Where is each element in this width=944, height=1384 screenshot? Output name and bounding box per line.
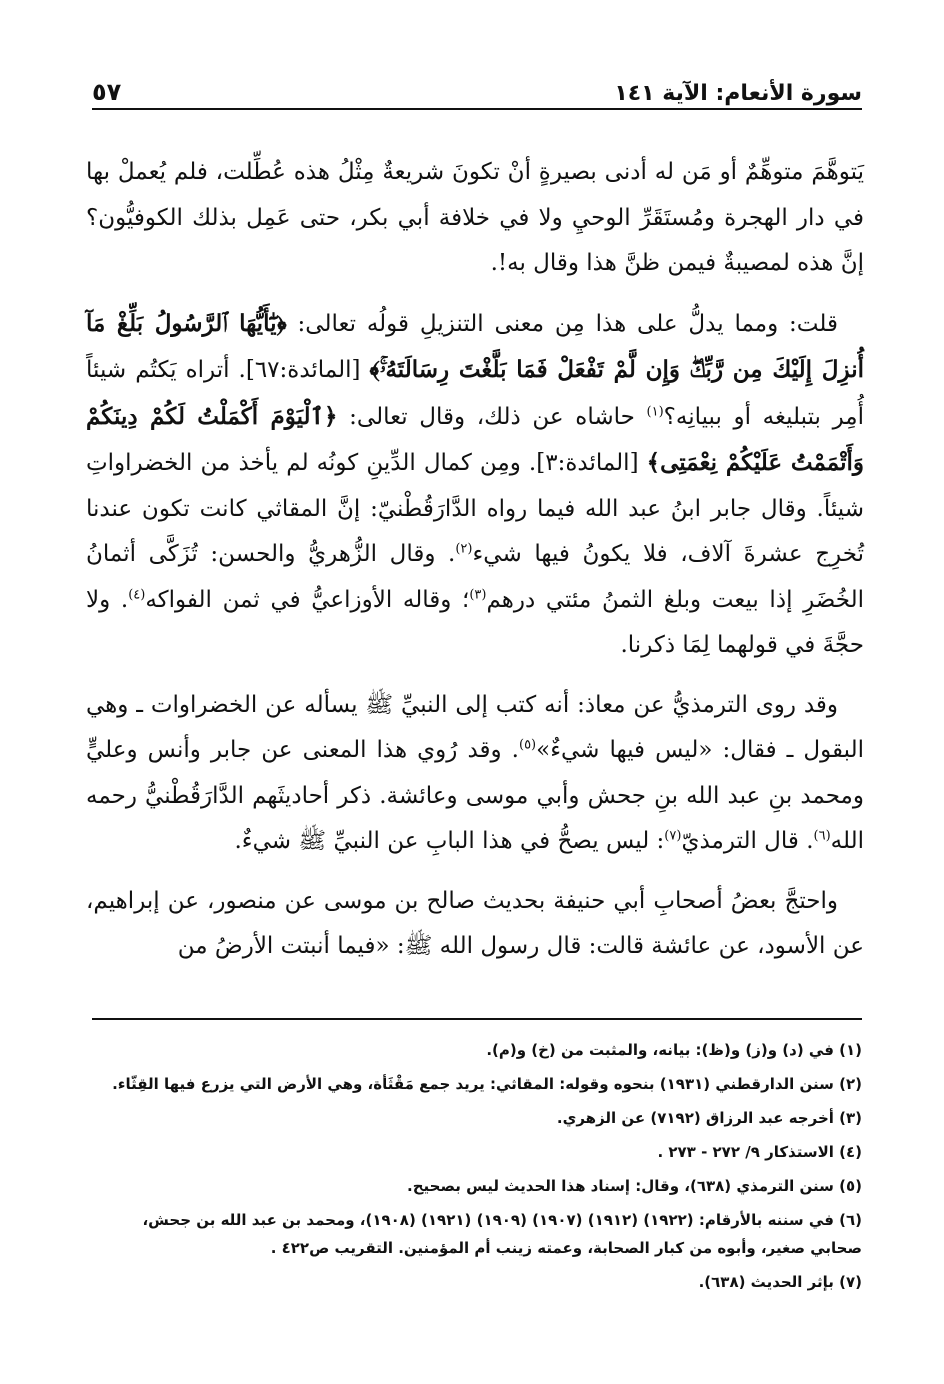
main-text: [86, 150, 864, 984]
footnote: (٤) الاستذكار ٩/ ٢٧٢ - ٢٧٣ .: [657, 1143, 862, 1161]
quran-verse: ﴿ٱلْيَوْمَ أَكْمَلْتُ لَكُمْ دِينَكُمْ وَأَتْمَمْتُ عَلَيْكُمْ نِعْمَتِى﴾: [86, 402, 865, 476]
paragraph: [86, 150, 864, 287]
footnote-marker: (٢): [455, 541, 473, 557]
text-segment: يَتوهَّمَ متوهِّمٌ أو مَن له أدنى بصيرةٍ أنْ تكونَ شريعةٌ مِثْلُ هذه عُطِّلت، فلم يُعملْ بها في دار الهجرة ومُستَقَرِّ الوحيِ ولا في خلافة أبي بكر، حتى عَمِل بذلك الكوفيُّون؟ إنَّ هذه لمصيبةٌ فيمن ظنَّ هذا وقال به!.: [86, 159, 864, 276]
paragraph: [86, 879, 864, 970]
footnote-marker: (١): [646, 403, 664, 419]
footnote: (٦) في سننه بالأرقام: (١٩٢٢) (١٩١٢) (١٩٠٧) (١٩٠٩) (١٩٢١) (١٩٠٨)، ومحمد بن عبد الله بن جحش، صحابي صغير، وأبوه من كبار الصحابة، وعمته زينب أم المؤمنين. التقريب ص٤٢٢ .: [142, 1211, 862, 1257]
footnote-marker: (٤): [128, 586, 146, 602]
text-segment: واحتجَّ بعضُ أصحابِ أبي حنيفة بحديث صالح بن موسى عن منصور، عن إبراهيم، عن الأسود، عن عائشة قالت: قال رسول الله ﷺ: «فيما أنبتت الأرضُ من: [86, 887, 864, 959]
footnote-marker: (٦): [813, 828, 831, 844]
paragraph: [86, 683, 864, 865]
footnote: (٥) سنن الترمذي (٦٣٨)، وقال: إسناد هذا الحديث ليس بصحيح.: [407, 1177, 862, 1195]
footnote: (٢) سنن الدارقطني (١٩٣١) بنحوه وقوله: المقاثي: يريد جمع مَقْثَأة، وهي الأرض التي يزرع فيها القِثّاء.: [112, 1075, 862, 1093]
text-segment: . وقال الزُّهريُّ والحسن: تُزَكَّى أثمانُ الخُضَرِ إذا بيعت وبلغ الثمنُ مئتي درهم: [86, 541, 864, 613]
chapter-title: سورة الأنعام: الآية ١٤١: [614, 81, 862, 106]
text-segment: . قال الترمذيّ: [681, 828, 814, 854]
text-segment: حاشاه عن ذلك، وقال تعالى:: [337, 403, 647, 430]
text-segment: [المائدة:٦٧]. أتراه يَكتُم شيئاً أُمِر بتبليغه أو ببيانِه؟: [86, 357, 864, 430]
text-segment: قلت: ومما يدلُّ على هذا مِن معنى التنزيلِ قولُه تعالى:: [286, 310, 838, 337]
footnote: (٣) أخرجه عبد الرزاق (٧١٩٢) عن الزهري.: [556, 1109, 862, 1127]
text-segment: وقد روى الترمذيُّ عن معاذ: أنه كتب إلى النبيِّ ﷺ يسأله عن الخضراوات ـ وهي البقول ـ فقال: «ليس فيها شيءٌ»: [86, 691, 864, 763]
text-segment: : ليس يصحُّ في هذا البابِ عن النبيِّ ﷺ شيءٌ.: [234, 828, 665, 854]
quran-verse: ﴿يَٰٓأَيُّهَا ٱلرَّسُولُ بَلِّغْ مَآ أُنزِلَ إِلَيْكَ مِن رَّبِّكَۖ وَإِن لَّمْ تَفْعَلْ فَمَا بَلَّغْتَ رِسَالَتَهُۥۚ﴾: [86, 309, 864, 383]
text-segment: . وقد رُوي هذا المعنى عن جابر وأنس وعليٍّ ومحمد بنِ عبد الله بنِ جحش وأبي موسى وعائشة. ذكر أحاديثَهم الدَّارَقُطْنيُّ رحمه الله: [86, 737, 864, 854]
header-rule: [92, 108, 862, 110]
footnotes: [92, 1036, 862, 1302]
text-segment: [المائدة:٣]. ومِن كمال الدِّينِ كونُه لم يأخذ من الخضراواتِ شيئاً. وقال جابر ابنُ عبد الله فيما رواه الدَّارَقُطْنيّ: إنَّ المقاثي كانت تكون عندنا تُخرِج عشرةَ آلاف، فلا يكونُ فيها شيء: [86, 450, 864, 567]
text-segment: . ولا حجَّةَ في قولهما لِمَا ذكرنا.: [86, 586, 864, 658]
footnote-marker: (٧): [664, 828, 682, 844]
page-number: ٥٧: [92, 78, 122, 106]
footnote: (٧) بإثر الحديث (٦٣٨).: [698, 1273, 862, 1291]
footnote-rule: [92, 1018, 862, 1020]
footnote: (١) في (د) و(ز) و(ظ): بيانه، والمثبت من (خ) و(م).: [486, 1041, 862, 1059]
text-segment: ؛ وقاله الأوزاعيُّ في ثمن الفواكه: [145, 586, 470, 613]
footnote-marker: (٥): [518, 737, 537, 753]
running-header: [92, 70, 862, 106]
footnote-marker: (٣): [469, 586, 487, 602]
paragraph: [86, 301, 864, 669]
